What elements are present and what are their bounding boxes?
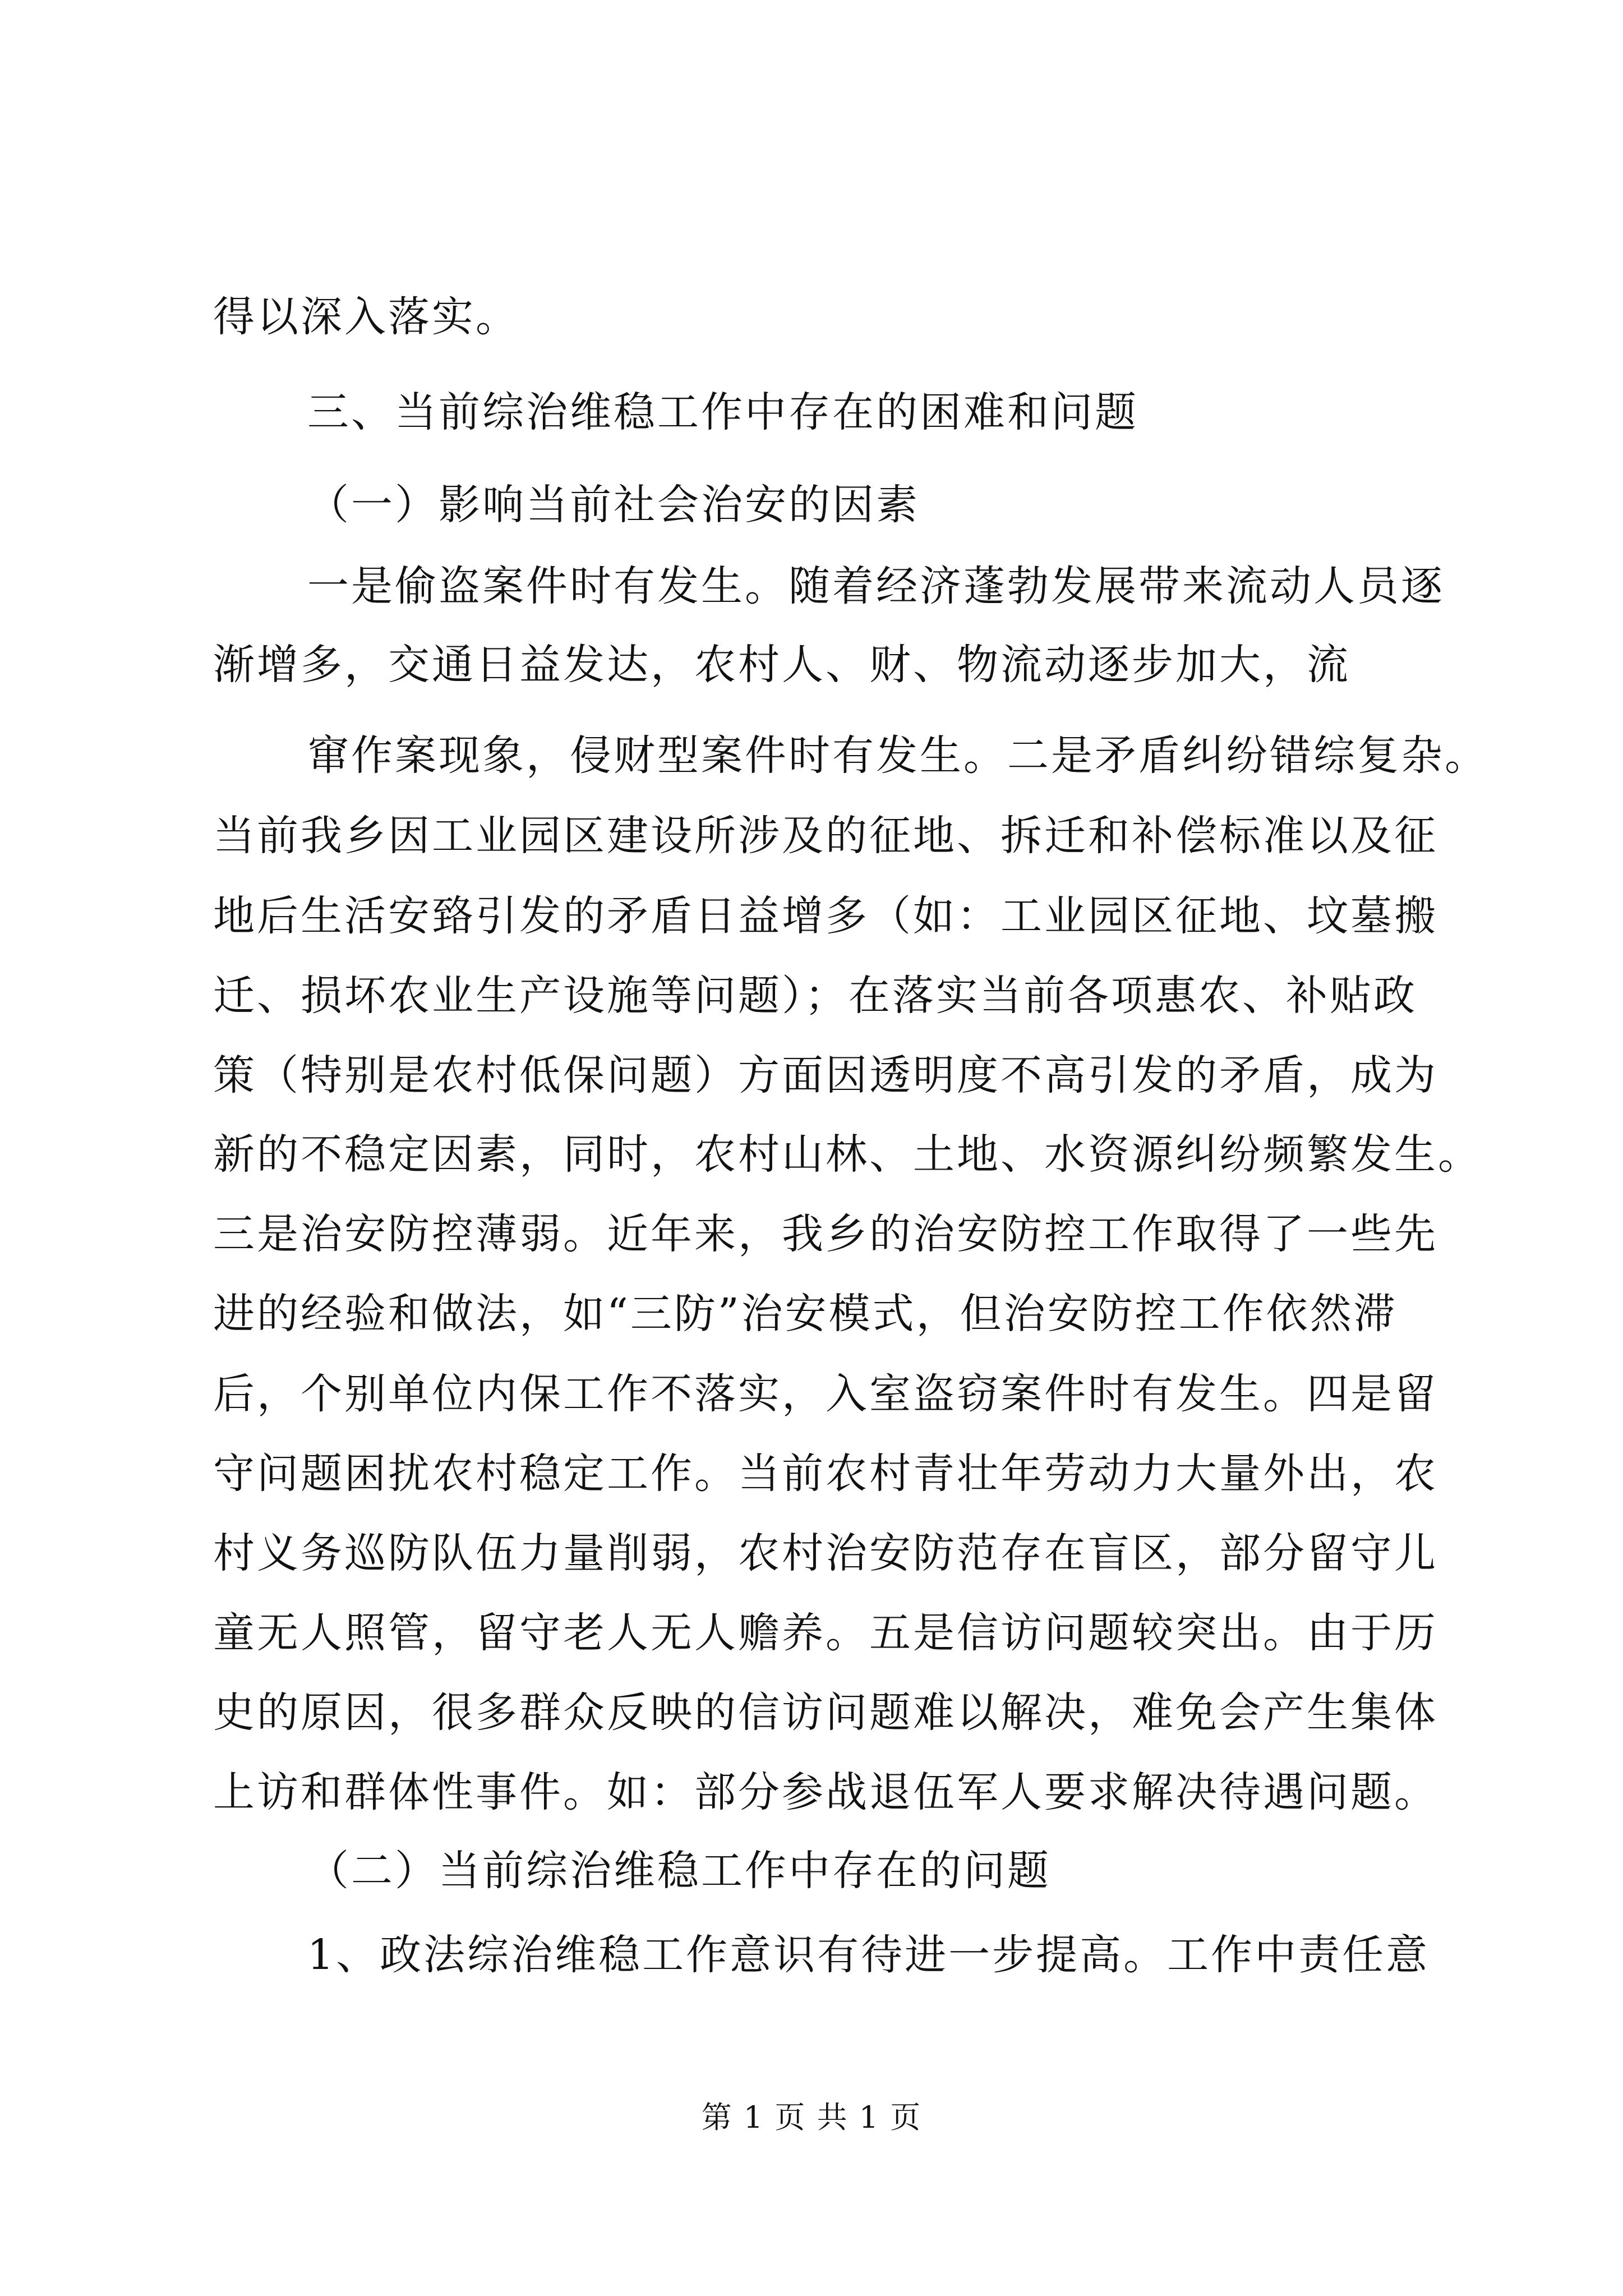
paragraph-line: 上访和群体性事件。如：部分参战退伍军人要求解决待遇问题。: [213, 1768, 1438, 1816]
paragraph-line: 策（特别是农村低保问题）方面因透明度不高引发的矛盾，成为: [213, 1051, 1438, 1099]
page-footer: 第 1 页 共 1 页: [701, 2100, 922, 2135]
subsection-heading: （一）影响当前社会治安的因素: [307, 481, 920, 529]
paragraph-line: 童无人照管，留守老人无人赡养。五是信访问题较突出。由于历: [213, 1609, 1438, 1657]
paragraph-line: 窜作案现象，侵财型案件时有发生。二是矛盾纠纷错综复杂。: [307, 731, 1488, 780]
paragraph-line: 新的不稳定因素，同时，农村山林、土地、水资源纠纷频繁发生。: [213, 1130, 1482, 1179]
paragraph-line: 村义务巡防队伍力量削弱，农村治安防范存在盲区，部分留守儿: [213, 1529, 1438, 1577]
paragraph-line: 迁、损坏农业生产设施等问题）；在落实当前各项惠农、补贴政: [213, 972, 1417, 1020]
subsection-heading: （二）当前综治维稳工作中存在的问题: [307, 1847, 1051, 1895]
section-heading: 三、当前综治维稳工作中存在的困难和问题: [307, 388, 1138, 436]
paragraph-line: 守问题困扰农村稳定工作。当前农村青壮年劳动力大量外出，农: [213, 1450, 1438, 1498]
paragraph-line: 渐增多，交通日益发达，农村人、财、物流动逐步加大，流: [213, 641, 1350, 689]
text-line: 得以深入落实。: [213, 293, 519, 341]
paragraph-line: 三是治安防控薄弱。近年来，我乡的治安防控工作取得了一些先: [213, 1210, 1438, 1258]
paragraph-line: 地后生活安臵引发的矛盾日益增多（如：工业园区征地、坟墓搬: [213, 892, 1438, 940]
paragraph-line: 一是偷盗案件时有发生。随着经济蓬勃发展带来流动人员逐: [307, 562, 1445, 610]
paragraph-line: 史的原因，很多群众反映的信访问题难以解决，难免会产生集体: [213, 1688, 1438, 1737]
paragraph-line: 进的经验和做法，如“三防”治安模式，但治安防控工作依然滞: [213, 1290, 1398, 1338]
paragraph-line: 后，个别单位内保工作不落实，入室盗窃案件时有发生。四是留: [213, 1370, 1438, 1418]
paragraph-line: 当前我乡因工业园区建设所涉及的征地、拆迁和补偿标准以及征: [213, 812, 1438, 860]
paragraph-line: 1、政法综治维稳工作意识有待进一步提高。工作中责任意: [307, 1931, 1430, 1979]
